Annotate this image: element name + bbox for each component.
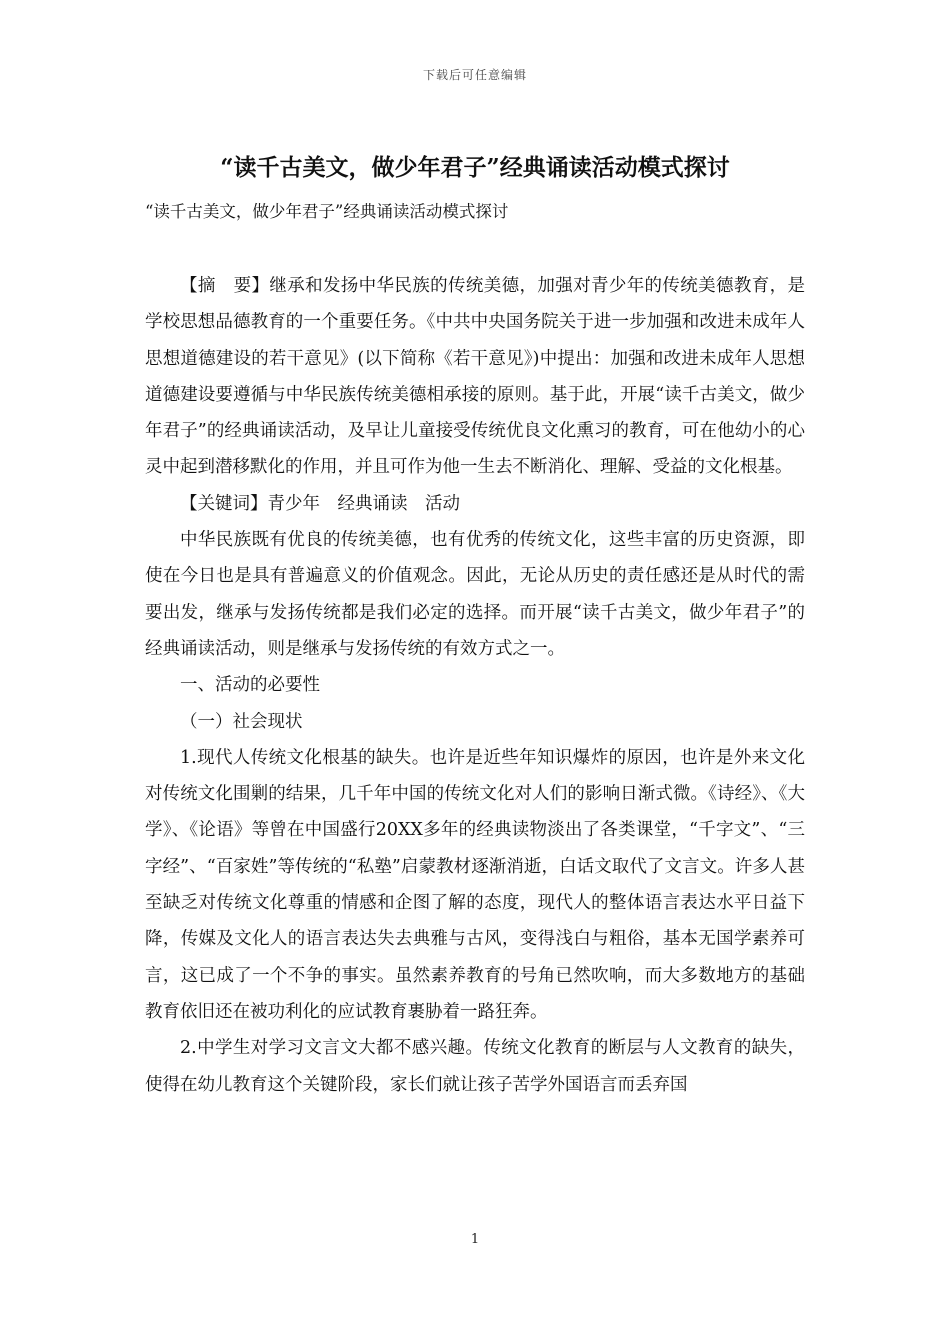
intro-paragraph: 中华民族既有优良的传统美德，也有优秀的传统文化，这些丰富的历史资源，即使在今日也是具有普遍意义的价值观念。因此，无论从历史的责任感还是从时代的需要出发，继承与发扬传统都是我们必定的选择。而开展“读千古美文，做少年君子”的经典诵读活动，则是继承与发扬传统的有效方式之一。 <box>145 530 805 659</box>
page-number: 1 <box>470 1232 480 1247</box>
abstract-paragraph: 【摘 要】继承和发扬中华民族的传统美德，加强对青少年的传统美德教育，是学校思想品德教育的一个重要任务。《中共中央国务院关于进一步加强和改进未成年人思想道德建设的若干意见》(以下简称《若干意见》)中提出：加强和改进未成年人思想道德建设要遵循与中华民族传统美德相承接的原则。基于此，开展“读千古美文，做少年君子”的经典诵读活动，及早让儿童接受传统优良文化熏习的教育，可在他幼小的心灵中起到潜移默化的作用，并且可作为他一生去不断消化、理解、受益的文化根基。 <box>145 276 805 478</box>
subsection-heading: （一）社会现状 <box>180 711 303 732</box>
keywords-paragraph: 【关键词】青少年 经典诵读 活动 <box>180 493 460 514</box>
body-paragraph: 2.中学生对学习文言文大都不感兴趣。传统文化教育的断层与人文教育的缺失，使得在幼儿教育这个关键阶段，家长们就让孩子苦学外国语言而丢弃国 <box>145 1038 805 1095</box>
document-subtitle: “读千古美文，做少年君子”经典诵读活动模式探讨 <box>145 202 509 221</box>
body-paragraph: 1.现代人传统文化根基的缺失。也许是近些年知识爆炸的原因，也许是外来文化对传统文化围剿的结果，几千年中国的传统文化对人们的影响日渐式微。《诗经》、《大学》、《论语》等曾在中国盛行20XX多年的经典读物淡出了各类课堂，“千字文”、“三字经”、“百家姓”等传统的“私塾”启蒙教材逐渐消逝，白话文取代了文言文。许多人甚至缺乏对传统文化尊重的情感和企图了解的态度，现代人的整体语言表达水平日益下降，传媒及文化人的语言表达失去典雅与古风，变得浅白与粗俗，基本无国学素养可言，这已成了一个不争的事实。虽然素养教育的号角已然吹响，而大多数地方的基础教育依旧还在被功利化的应试教育裹胁着一路狂奔。 <box>145 747 805 1022</box>
section-heading: 一、活动的必要性 <box>180 675 320 696</box>
header-note: 下载后可任意编辑 <box>422 68 527 82</box>
document-body <box>145 268 805 1103</box>
document-title: “读千古美文，做少年君子”经典诵读活动模式探讨 <box>220 154 730 181</box>
